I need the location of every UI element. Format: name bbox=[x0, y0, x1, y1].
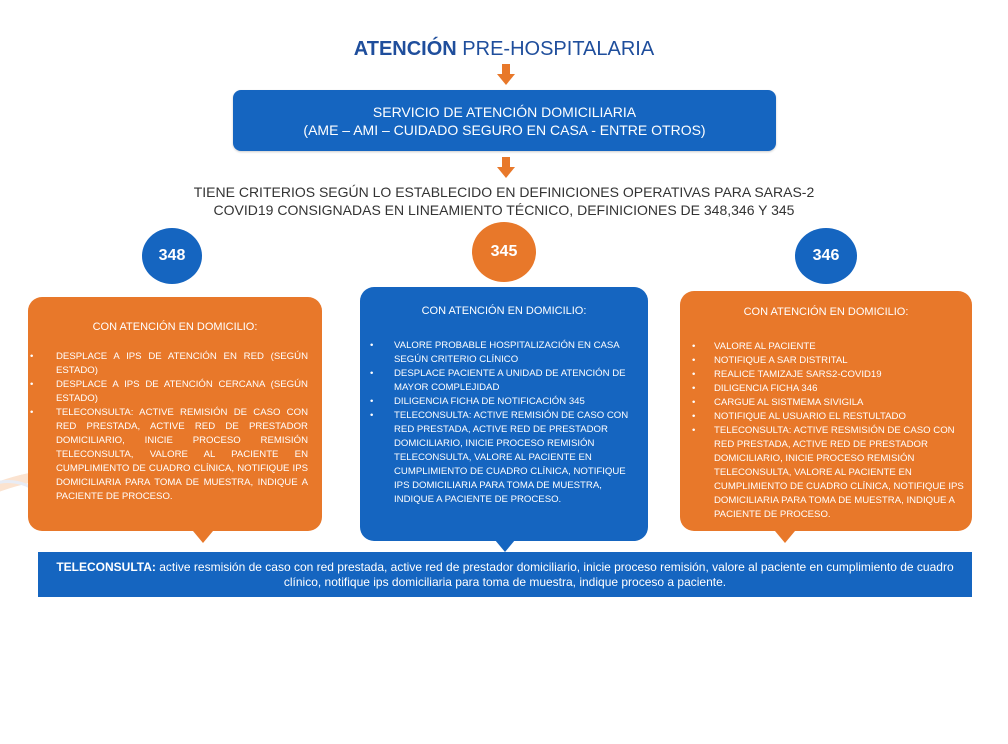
list-item: • DESPLACE A IPS DE ATENCIÓN EN RED (SEGÚN ESTADO) bbox=[28, 350, 308, 378]
list-item: • DILIGENCIA FICHA DE NOTIFICACIÓN 345 bbox=[360, 395, 648, 409]
list-item: • DESPLACE A IPS DE ATENCIÓN CERCANA (SEGÚN ESTADO) bbox=[28, 378, 308, 406]
list-item: • DILIGENCIA FICHA 346 bbox=[680, 382, 972, 396]
list-item: • DESPLACE PACIENTE A UNIDAD DE ATENCIÓN DE MAYOR COMPLEJIDAD bbox=[360, 367, 648, 395]
diagram-title bbox=[0, 38, 1008, 61]
card-345 bbox=[360, 287, 648, 541]
list-item: • NOTIFIQUE AL USUARIO EL RESTULTADO bbox=[680, 410, 972, 424]
card-345-list bbox=[360, 339, 648, 507]
footer-label: TELECONSULTA: bbox=[56, 559, 156, 574]
card-pointer bbox=[193, 531, 213, 543]
footer-body: active resmisión de caso con red prestada, active red de prestador domiciliario, inicie proceso remisión, valore al paciente en cumplimiento de cuadro clínico, notifique ips domiciliaria para toma de muestra, indique proceso a paciente. bbox=[155, 559, 954, 589]
service-line-2: (AME – AMI – CUIDADO SEGURO EN CASA - ENTRE OTROS) bbox=[303, 121, 706, 138]
list-item: • TELECONSULTA: ACTIVE REMISIÓN DE CASO CON RED PRESTADA, ACTIVE RED DE PRESTADOR DOMICILIARIO, INICIE PROCESO REMISIÓN TELECONSULTA, VALORE AL PACIENTE EN CUMPLIMIENTO DE CUADRO CLÍNICA, NOTIFIQUE IPS DOMICILIARIA PARA TOMA DE MUESTRA, INDIQUE A PACIENTE DE PROCESO. bbox=[28, 406, 308, 504]
teleconsulta-footer bbox=[38, 552, 972, 597]
list-item: • CARGUE AL SISTMEMA SIVIGILA bbox=[680, 396, 972, 410]
list-item: • NOTIFIQUE A SAR DISTRITAL bbox=[680, 354, 972, 368]
card-346-list bbox=[680, 340, 972, 522]
card-345-title: CON ATENCIÓN EN DOMICILIO: bbox=[421, 305, 587, 317]
service-box bbox=[233, 90, 776, 151]
footer-text bbox=[52, 560, 958, 590]
criteria-line-2: COVID19 CONSIGNADAS EN LINEAMIENTO TÉCNICO, DEFINICIONES DE 348,346 Y 345 bbox=[213, 202, 795, 218]
card-346 bbox=[680, 291, 972, 531]
list-item: • REALICE TAMIZAJE SARS2-COVID19 bbox=[680, 368, 972, 382]
service-line-1: SERVICIO DE ATENCIÓN DOMICILIARIA bbox=[372, 103, 637, 120]
circle-345: 345 bbox=[472, 222, 536, 282]
title-bold: ATENCIÓN bbox=[353, 38, 457, 60]
card-348-title: CON ATENCIÓN EN DOMICILIO: bbox=[92, 321, 258, 333]
criteria-text bbox=[100, 183, 908, 219]
card-pointer bbox=[495, 540, 515, 552]
list-item: • TELECONSULTA: ACTIVE RESMISIÓN DE CASO CON RED PRESTADA, ACTIVE RED DE PRESTADOR DOMICILIARIO, INICIE PROCESO REMISIÓN TELECONSULTA, VALORE AL PACIENTE EN CUMPLIMIENTO DE CUADRO CLÍNICA, NOTIFIQUE IPS DOMICILIARIA PARA TOMA DE MUESTRA, INDIQUE A PACIENTE DE PROCESO. bbox=[680, 424, 972, 522]
card-pointer bbox=[775, 531, 795, 543]
criteria-line-1: TIENE CRITERIOS SEGÚN LO ESTABLECIDO EN DEFINICIONES OPERATIVAS PARA SARAS-2 bbox=[193, 184, 815, 200]
down-arrow-icon bbox=[497, 157, 515, 179]
down-arrow-icon bbox=[497, 64, 515, 86]
circle-346: 346 bbox=[795, 228, 857, 284]
title-rest: PRE-HOSPITALARIA bbox=[456, 38, 655, 60]
card-346-title: CON ATENCIÓN EN DOMICILIO: bbox=[743, 306, 909, 318]
list-item: • VALORE AL PACIENTE bbox=[680, 340, 972, 354]
circle-348: 348 bbox=[142, 228, 202, 284]
list-item: • VALORE PROBABLE HOSPITALIZACIÓN EN CASA SEGÚN CRITERIO CLÍNICO bbox=[360, 339, 648, 367]
card-348-list bbox=[28, 350, 322, 504]
list-item: • TELECONSULTA: ACTIVE REMISIÓN DE CASO CON RED PRESTADA, ACTIVE RED DE PRESTADOR DOMICILIARIO, INICIE PROCESO REMISIÓN TELECONSULTA, VALORE AL PACIENTE EN CUMPLIMIENTO DE CUADRO CLÍNICA, NOTIFIQUE IPS DOMICILIARIA PARA TOMA DE MUESTRA, INDIQUE A PACIENTE DE PROCESO. bbox=[360, 409, 648, 507]
card-348 bbox=[28, 297, 322, 531]
